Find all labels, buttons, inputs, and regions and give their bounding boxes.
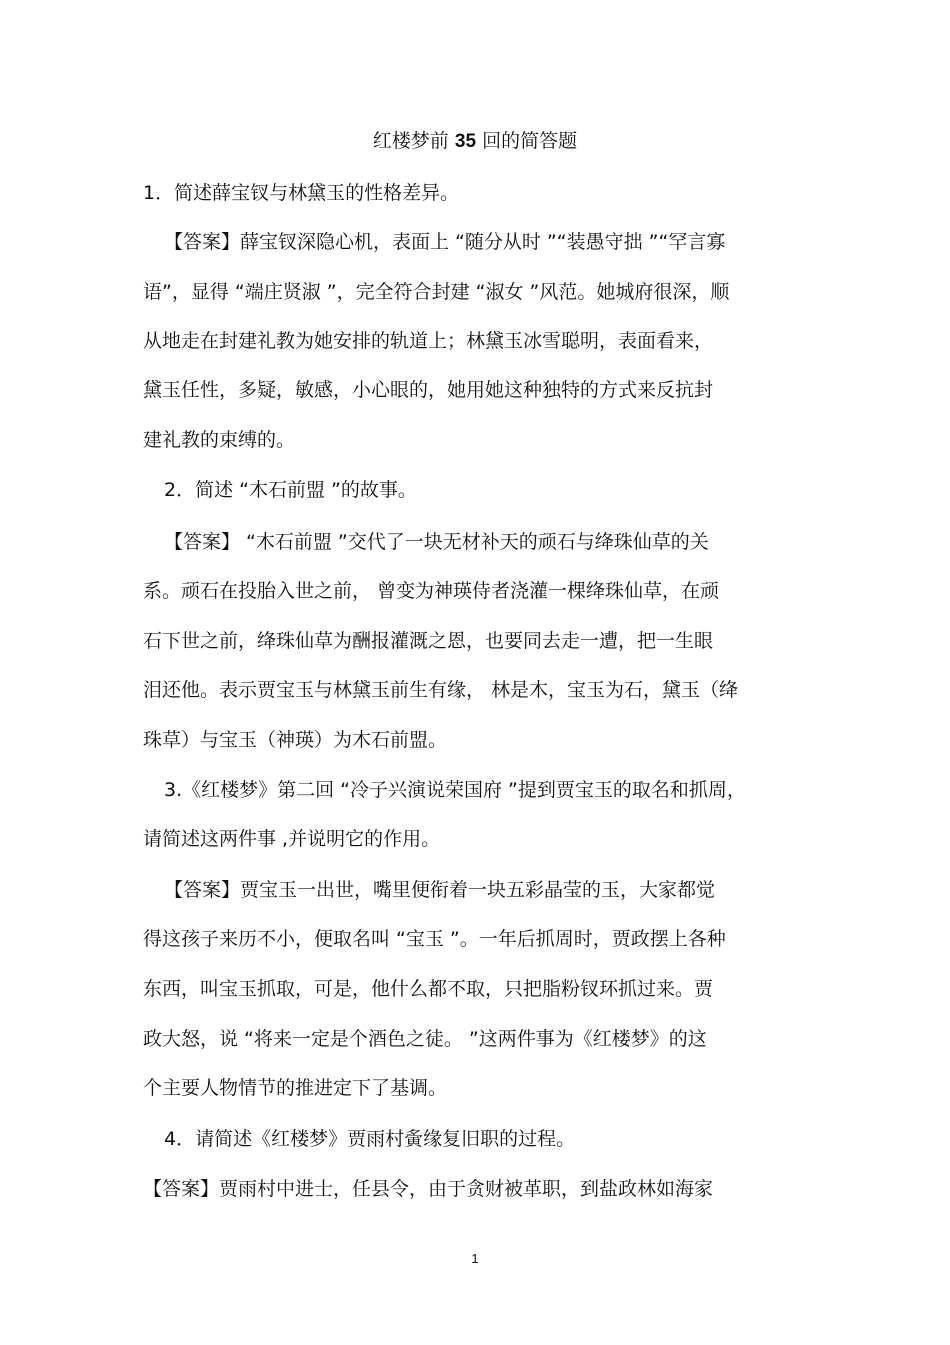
- answer-3-line-3: 东西，叫宝玉抓取，可是，他什么都不取，只把脂粉钗环抓过来。贾: [143, 978, 714, 1000]
- question-3-line-1: 3.《红楼梦》第二回 “冷子兴演说荣国府 ”提到贾宝玉的取名和抓周，: [164, 779, 746, 801]
- answer-3-line-1: 【答案】贾宝玉一出世，嘴里便衔着一块五彩晶莹的玉，大家都觉: [164, 879, 716, 901]
- answer-2-line-5: 珠草）与宝玉（神瑛）为木石前盟。: [143, 729, 448, 751]
- question-1: 1．简述薛宝钗与林黛玉的性格差异。: [143, 182, 460, 204]
- answer-1-line-1: 【答案】薛宝钗深隐心机，表面上 “随分从时 ”“装愚守拙 ”“罕言寡: [164, 231, 726, 253]
- answer-1-line-4: 黛玉任性，多疑，敏感，小心眼的，她用她这种独特的方式来反抗封: [143, 379, 714, 401]
- question-2: 2．简述 “木石前盟 ”的故事。: [164, 479, 417, 501]
- answer-2-line-1: 【答案】 “木石前盟 ”交代了一块无材补天的顽石与绛珠仙草的关: [164, 531, 709, 553]
- answer-1-line-3: 从地走在封建礼教为她安排的轨道上；林黛玉冰雪聪明，表面看来，: [143, 330, 714, 352]
- question-3-line-2: 请简述这两件事 ,并说明它的作用。: [143, 828, 441, 850]
- page-title: [0, 128, 950, 155]
- answer-1-line-5: 建礼教的束缚的。: [143, 429, 296, 451]
- answer-2-line-3: 石下世之前，绛珠仙草为酬报灌溉之恩，也要同去走一遭，把一生眼: [143, 630, 714, 652]
- answer-1-line-2: 语”，显得 “端庄贤淑 ”，完全符合封建 “淑女 ”风范。她城府很深，顺: [143, 281, 730, 303]
- answer-3-line-4: 政大怒，说 “将来一定是个酒色之徒。 ”这两件事为《红楼梦》的这: [143, 1028, 707, 1050]
- title-number: 35: [454, 131, 477, 152]
- page-number: 1: [471, 1251, 479, 1266]
- answer-3-line-2: 得这孩子来历不小，便取名叫 “宝玉 ”。一年后抓周时，贾政摆上各种: [143, 928, 726, 950]
- answer-2-line-4: 泪还他。表示贾宝玉与林黛玉前生有缘， 林是木，宝玉为石，黛玉（绛: [143, 679, 739, 701]
- answer-2-line-2: 系。顽石在投胎入世之前， 曾变为神瑛侍者浇灌一棵绛珠仙草，在顽: [143, 580, 720, 602]
- title-suffix: 回的简答题: [476, 130, 578, 152]
- title-prefix: 红楼梦前: [372, 130, 455, 152]
- question-4: 4．请简述《红楼梦》贾雨村夤缘复旧职的过程。: [164, 1128, 576, 1150]
- answer-4-line-1: 【答案】贾雨村中进士，任县令，由于贪财被革职，到盐政林如海家: [143, 1178, 714, 1200]
- answer-3-line-5: 个主要人物情节的推进定下了基调。: [143, 1077, 448, 1099]
